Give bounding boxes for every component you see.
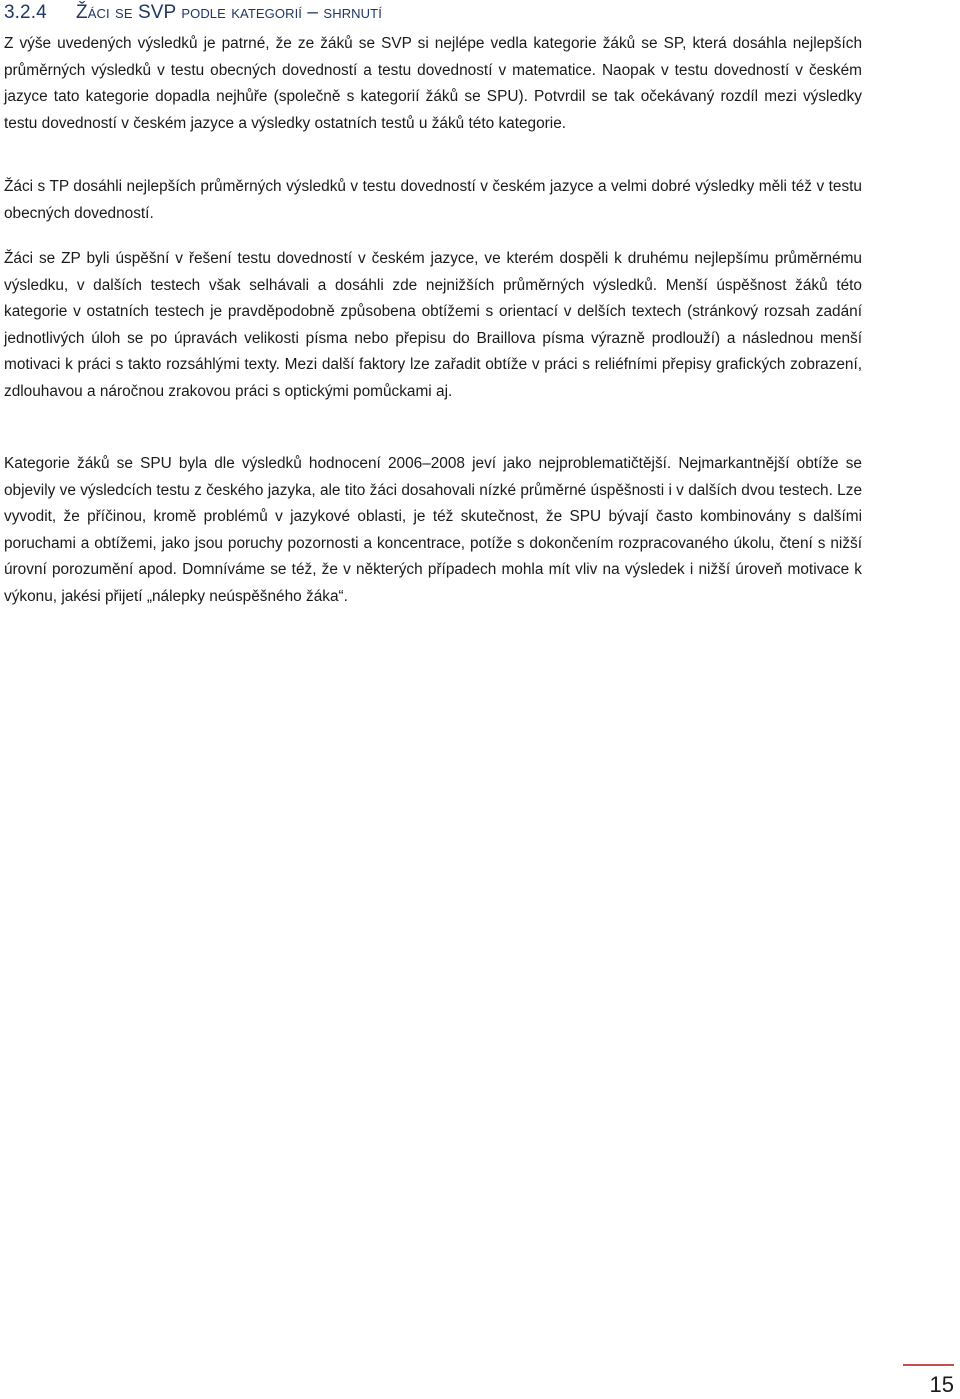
paragraph-tp-summary: Žáci s TP dosáhli nejlepších průměrných výsledků v testu dovedností v českém jazyce a velmi dobré výsledky měli též v testu obecných dovedností. bbox=[4, 178, 862, 222]
section-title: Žáci se SVP podle kategorií – shrnutí bbox=[76, 2, 382, 23]
paragraph-sp-summary: Z výše uvedených výsledků je patrné, že ze žáků se SVP si nejlépe vedla kategorie žáků se SP, která dosáhla nejlepších průměrných výsledků v testu obecných dovedností a testu dovedností v matematice. Naopak v testu dovedností v českém jazyce tato kategorie dopadla nejhůře (společně s kategorií žáků se SPU). Potvrdil se tak očekávaný rozdíl mezi výsledky testu dovedností v českém jazyce a výsledky ostatních testů u žáků této kategorie. bbox=[4, 35, 862, 132]
paragraph-zp-summary: Žáci se ZP byli úspěšní v řešení testu dovedností v českém jazyce, ve kterém dospěli k druhému nejlepšímu průměrnému výsledku, v dalších testech však selhávali a dosáhli zde nejnižších průměrných výsledků. Menší úspěšnost žáků této kategorie v ostatních testech je pravděpodobně způsobena obtížemi s orientací v delších textech (stránkový rozsah zadání jednotlivých úloh se po úpravách velikosti písma nebo přepisu do Braillova písma výrazně prodlouží) a následnou menší motivaci k práci s takto rozsáhlými texty. Mezi další faktory lze zařadit obtíže v práci s reliéfními přepisy grafických zobrazení, zdlouhavou a náročnou zrakovou práci s optickými pomůckami aj. bbox=[4, 250, 862, 400]
section-heading bbox=[4, 2, 382, 28]
page-number: 15 bbox=[929, 1372, 954, 1397]
footer-rule bbox=[903, 1364, 954, 1366]
section-number: 3.2.4 bbox=[4, 2, 47, 23]
paragraph-spu-summary: Kategorie žáků se SPU byla dle výsledků hodnocení 2006–2008 jeví jako nejproblematičtější. Nejmarkantnější obtíže se objevily ve výsledcích testu z českého jazyka, ale tito žáci dosahovali nízké průměrné úspěšnosti i v dalších dvou testech. Lze vyvodit, že příčinou, kromě problémů v jazykové oblasti, je též skutečnost, že SPU bývají často kombinovány s dalšími poruchami a obtížemi, jako jsou poruchy pozornosti a koncentrace, potíže s dokončením rozpracovaného úkolu, čtení s nižší úrovní porozumění apod. Domníváme se též, že v některých případech mohla mít vliv na výsledek i nižší úroveň motivace k výkonu, jakési přijetí „nálepky neúspěšného žáka“. bbox=[4, 455, 862, 605]
